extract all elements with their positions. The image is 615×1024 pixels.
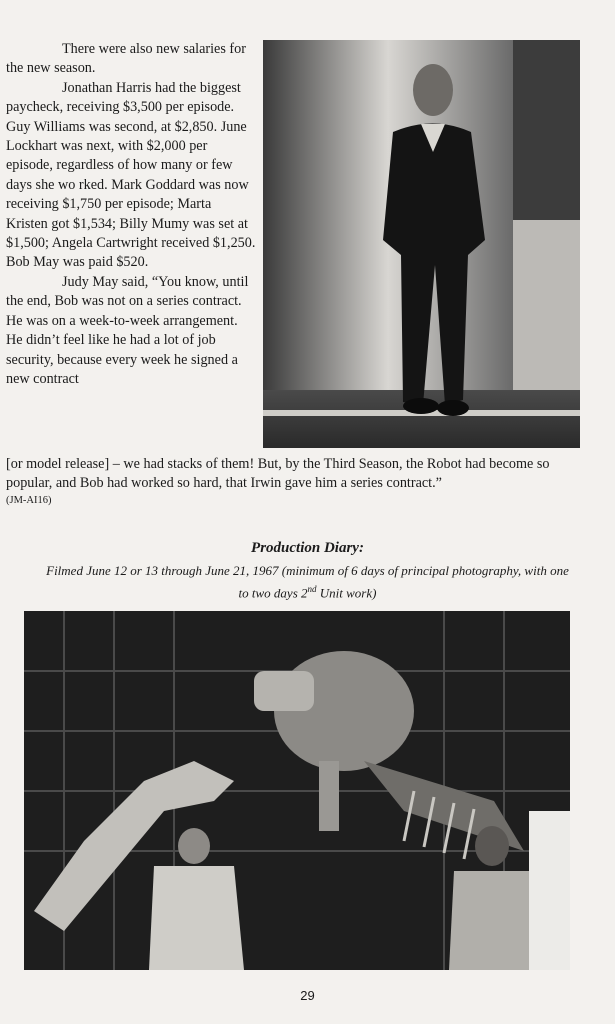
page-number: 29 (300, 988, 315, 1003)
citation: (JM-AI16) (6, 494, 52, 506)
production-diary-subtitle (40, 562, 575, 602)
paragraph-salaries-list: Jonathan Harris had the biggest paycheck, receiving $3,500 per episode. Guy Williams was second, at $2,850. June Lockhart was next, with $2,000 per episode, regardless of how many or few days she wo rked. Mark Goddard was now receiving $1,750 per episode; Marta Kristen got $1,534; Billy Mumy was set at $1,500; Angela Cartwright received $1,250. Bob May was paid $520. (6, 79, 256, 271)
photo-robot-scene-image (24, 611, 570, 970)
paragraph-judy-may-quote: Judy May said, “You know, until the end, Bob was not on a series contract. He was on a week-to-week arrangement. He didn’t feel like he had a lot of job security, because every week he signed a new contract (6, 273, 249, 387)
paragraph-salaries-intro: There were also new salaries for the new season. (6, 41, 246, 77)
photo-robot-scene (24, 611, 570, 970)
full-width-text (6, 455, 581, 508)
subtitle-superscript: nd (307, 584, 317, 594)
production-diary-title: Production Diary: (251, 540, 364, 556)
photo-actor-standing (263, 40, 580, 448)
photo-actor-standing-image (263, 40, 580, 448)
subtitle-text-1: Filmed June 12 or 13 through June 21, 1967 (minimum of 6 days of principal photography, with one to two days 2 (46, 563, 569, 601)
paragraph-quote-continuation: [or model release] – we had stacks of them! But, by the Third Season, the Robot had become so popular, and Bob had worked so hard, that Irwin gave him a series contract.” (6, 456, 550, 492)
left-column-text (6, 40, 256, 389)
subtitle-text-2: Unit work) (316, 585, 377, 601)
